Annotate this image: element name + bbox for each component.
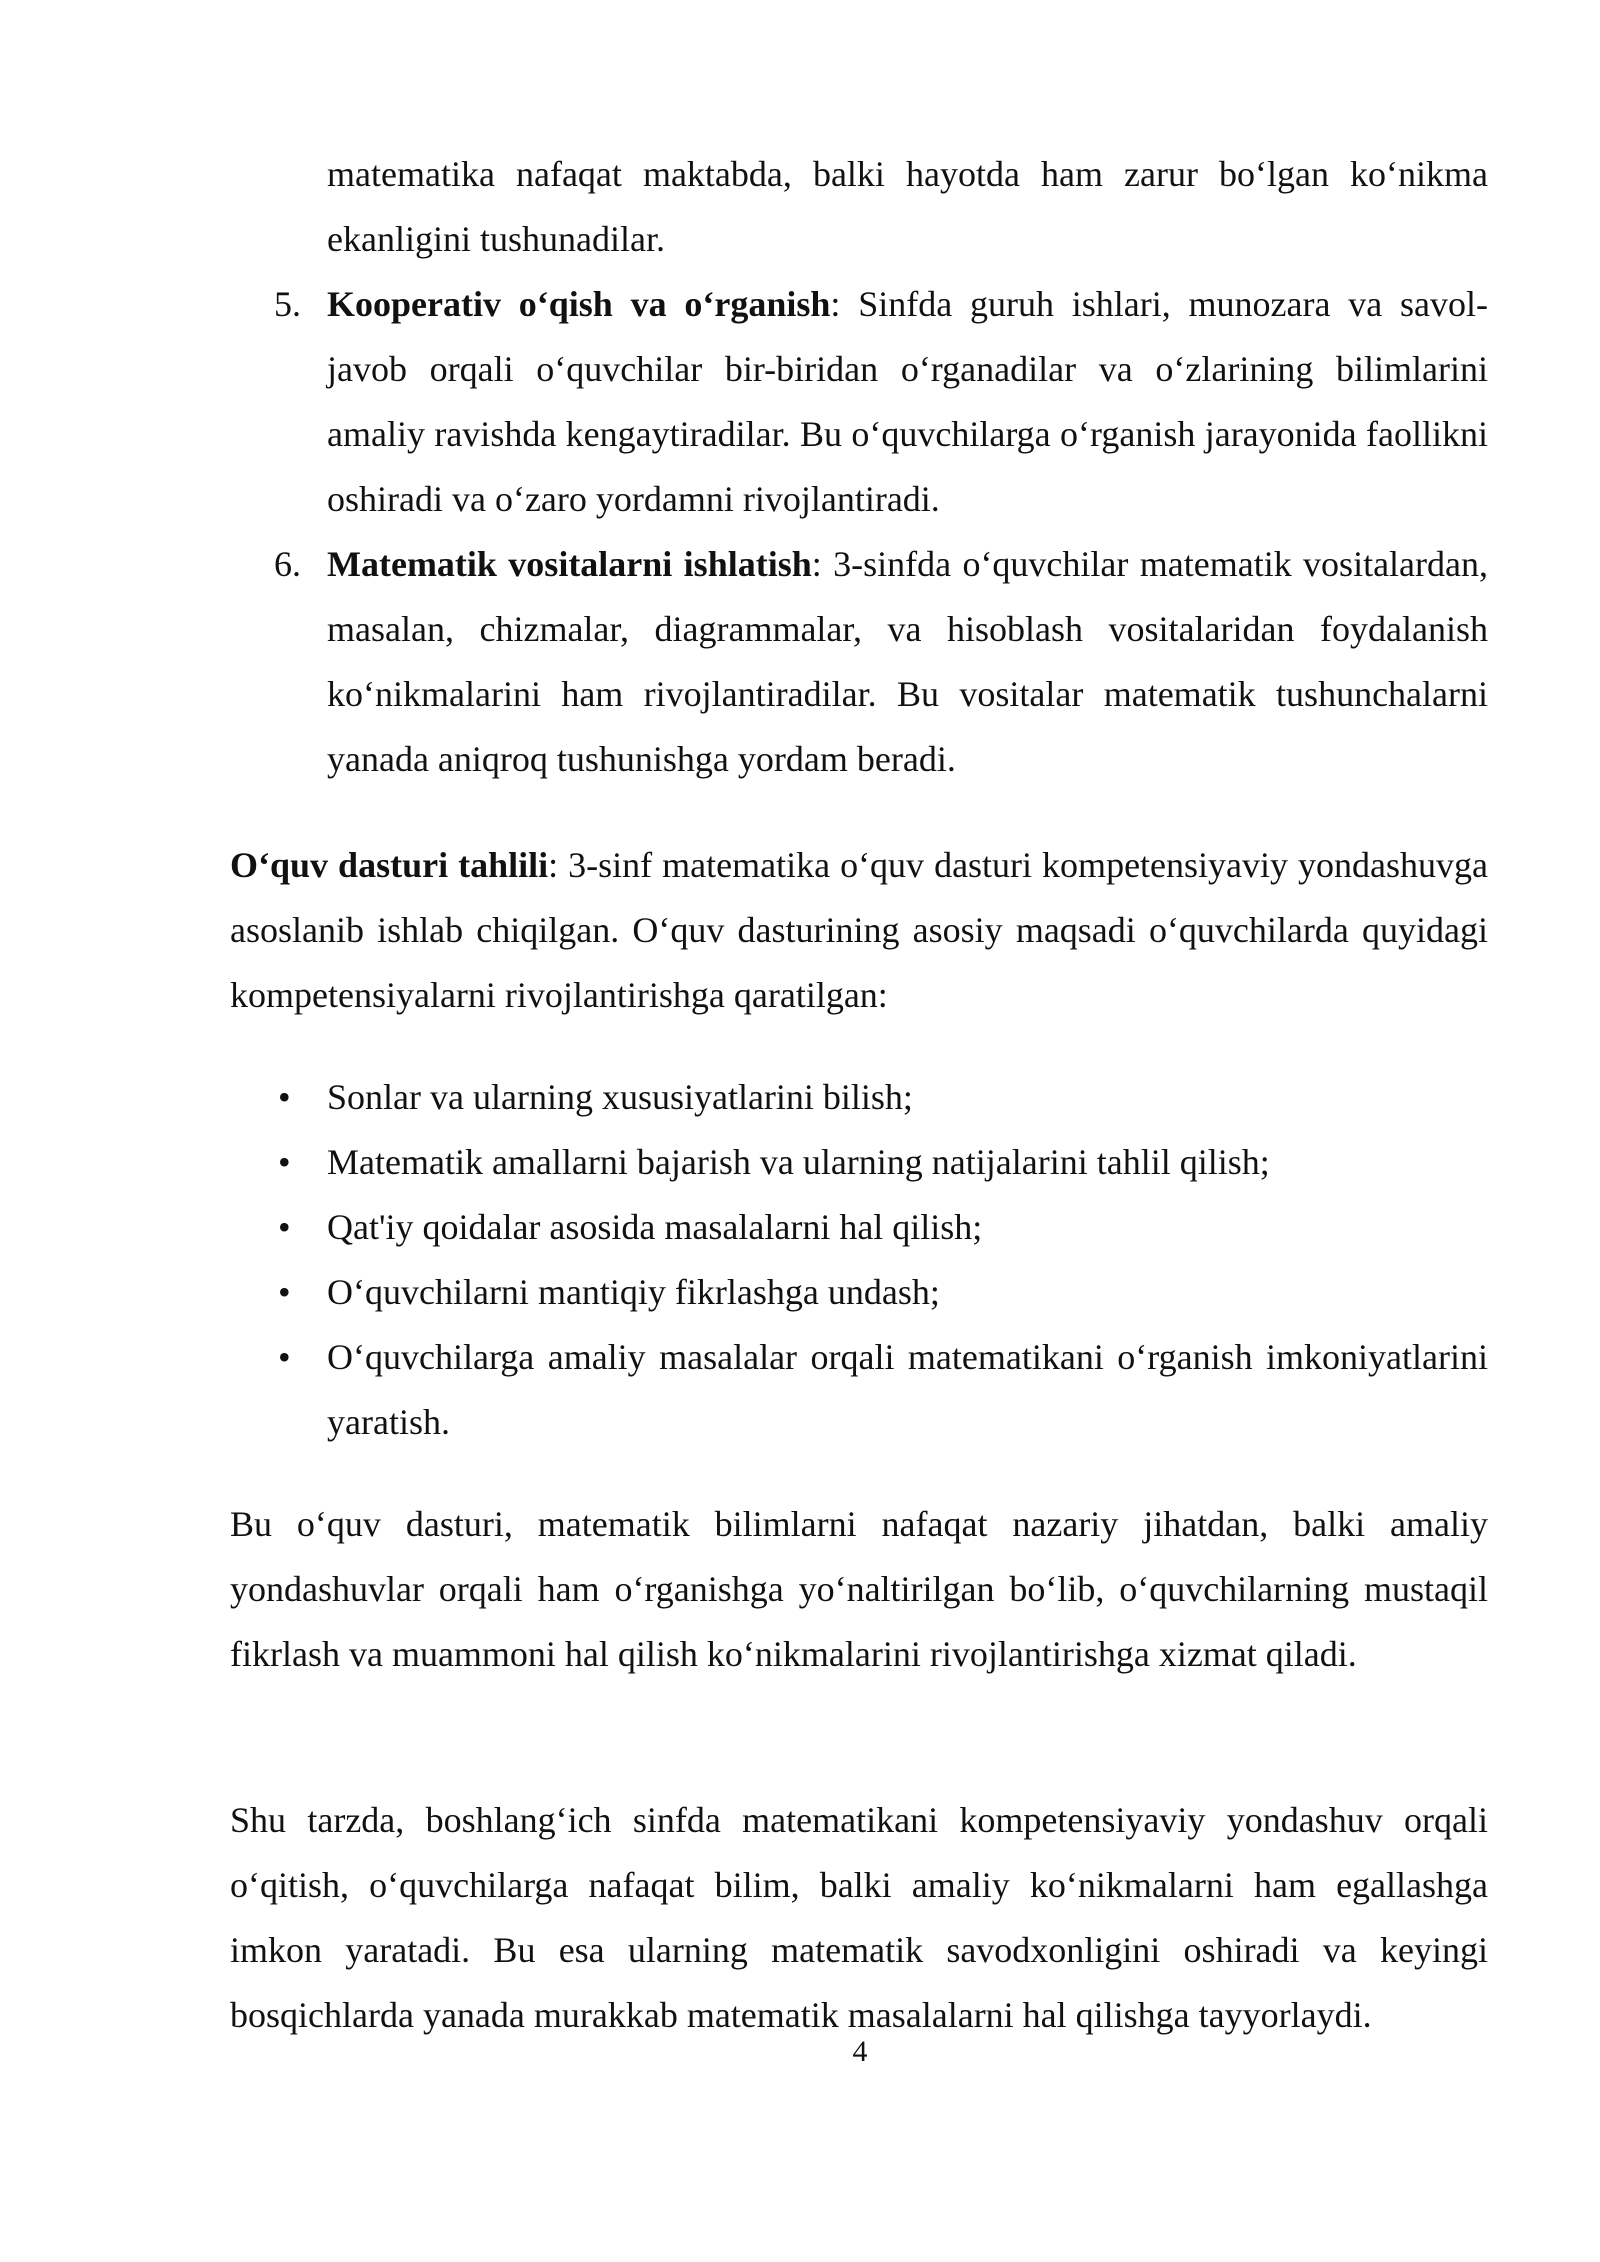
page-number: 4 <box>852 2035 868 2068</box>
numbered-item-5 <box>230 272 1488 532</box>
item-title: Kooperativ o‘qish va o‘rganish <box>327 284 831 324</box>
bullet-icon: • <box>278 1272 291 1312</box>
analysis-text: : 3-sinf matematika o‘quv dasturi kompetensiyaviy yondashuvga asoslanib ishlab chiqilgan. O‘quv dasturining asosiy maqsadi o‘quvchilarda quyidagi kompetensiyalarni rivojlantirishga qaratilgan: <box>230 845 1488 1015</box>
bullet-text: Qat'iy qoidalar asosida masalalarni hal qilish; <box>327 1207 983 1247</box>
bullet-item <box>230 1260 1488 1325</box>
bullet-item <box>230 1130 1488 1195</box>
bullet-item <box>230 1325 1488 1455</box>
bullet-text: Matematik amallarni bajarish va ularning natijalarini tahlil qilish; <box>327 1142 1270 1182</box>
analysis-paragraph <box>230 833 1488 1028</box>
bullet-icon: • <box>278 1207 291 1247</box>
bullet-text: O‘quvchilarga amaliy masalalar orqali matematikani o‘rganish imkoniyatlarini yaratish. <box>327 1337 1488 1442</box>
item-number: 5. <box>274 284 301 324</box>
bullet-list <box>230 1065 1488 1455</box>
numbered-item-6 <box>230 532 1488 792</box>
item-number: 6. <box>274 544 301 584</box>
bullet-item <box>230 1065 1488 1130</box>
body-paragraph-2: Shu tarzda, boshlang‘ich sinfda matematikani kompetensiyaviy yondashuv orqali o‘qitish, o‘quvchilarga nafaqat bilim, balki amaliy ko‘nikmalarni ham egallashga imkon yaratadi. Bu esa ularning matematik savodxonligini oshiradi va keyingi bosqichlarda yanada murakkab matematik masalalarni hal qilishga tayyorlaydi. <box>230 1800 1488 2035</box>
numbered-list <box>230 272 1488 792</box>
bullet-text: O‘quvchilarni mantiqiy fikrlashga undash; <box>327 1272 940 1312</box>
item-4-continuation <box>230 142 1488 272</box>
bullet-text: Sonlar va ularning xususiyatlarini bilish; <box>327 1077 913 1117</box>
body-paragraph-1: Bu o‘quv dasturi, matematik bilimlarni nafaqat nazariy jihatdan, balki amaliy yondashuvlar orqali ham o‘rganishga yo‘naltirilgan bo‘lib, o‘quvchilarning mustaqil fikrlash va muammoni hal qilish ko‘nikmalarini rivojlantirishga xizmat qiladi. <box>230 1504 1488 1674</box>
item-text: : Sinfda guruh ishlari, munozara va savol-javob orqali o‘quvchilar bir-biridan o‘rganadilar va o‘zlarining bilimlarini amaliy ravishda kengaytiradilar. Bu o‘quvchilarga o‘rganish jarayonida faollikni oshiradi va o‘zaro yordamni rivojlantiradi. <box>327 284 1488 519</box>
bullet-icon: • <box>278 1077 291 1117</box>
continuation-text: matematika nafaqat maktabda, balki hayotda ham zarur bo‘lgan ko‘nikma ekanligini tushunadilar. <box>327 154 1488 259</box>
analysis-title: O‘quv dasturi tahlili <box>230 845 549 885</box>
item-title: Matematik vositalarni ishlatish <box>327 544 812 584</box>
bullet-icon: • <box>278 1142 291 1182</box>
bullet-item <box>230 1195 1488 1260</box>
item-text: : 3-sinfda o‘quvchilar matematik vositalardan, masalan, chizmalar, diagrammalar, va hisoblash vositalaridan foydalanish ko‘nikmalarini ham rivojlantiradilar. Bu vositalar matematik tushunchalarni yanada aniqroq tushunishga yordam beradi. <box>327 544 1488 779</box>
bullet-icon: • <box>278 1337 291 1377</box>
